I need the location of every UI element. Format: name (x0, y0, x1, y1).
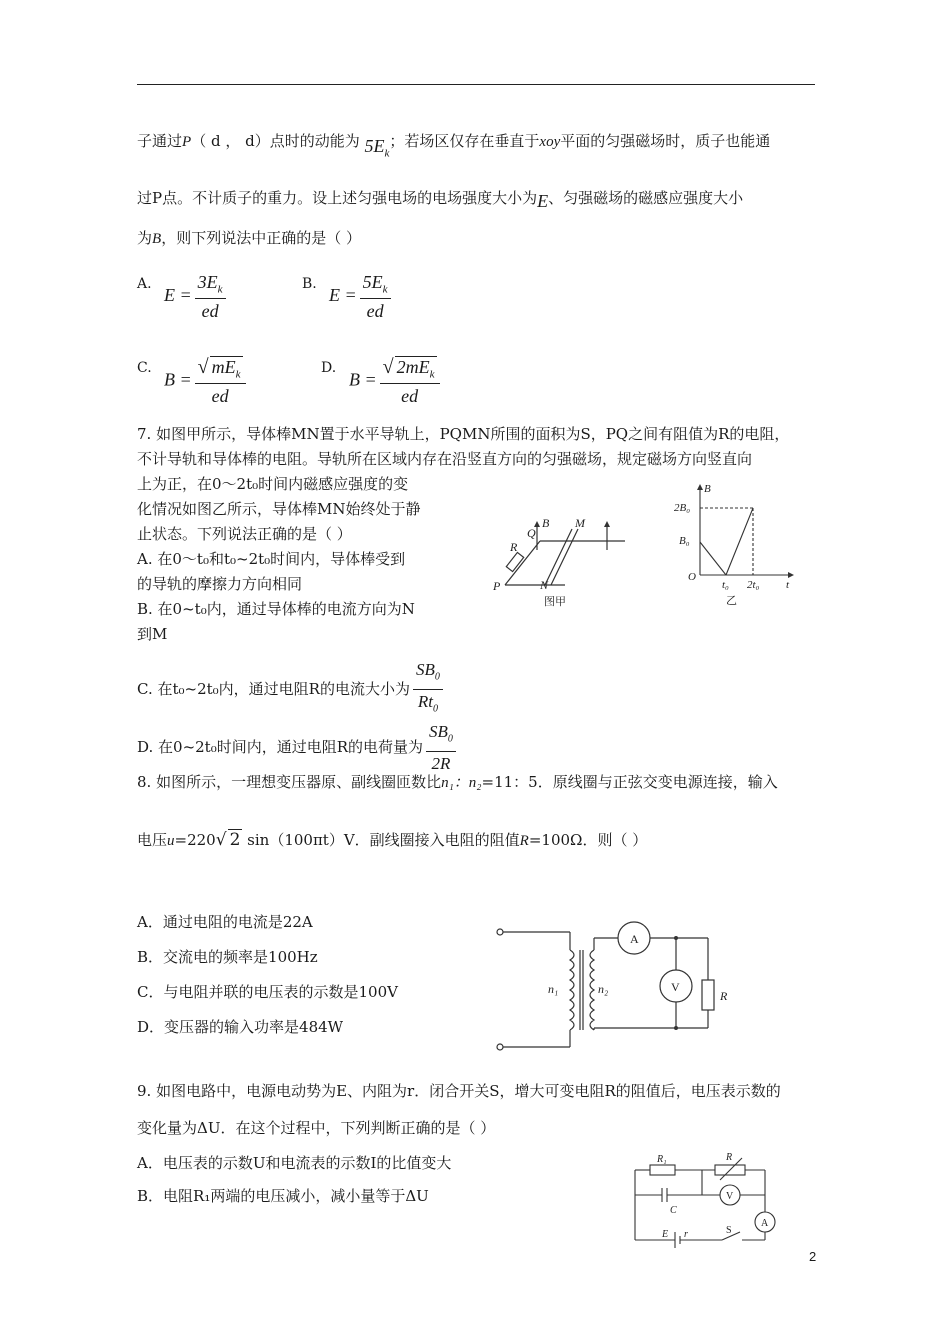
q7-figure-jia (490, 515, 630, 610)
fig-jia-label-p: P (493, 579, 501, 593)
q6-line-1: 子通过P（ d ， d）点时的动能为 $5E_k$；若场区仅存在垂直于xoy平面的匀强磁场时，质子也能通 (137, 132, 771, 160)
q9-ammeter-label: A (761, 1218, 769, 1229)
q6-line-2: 过P点。不计质子的重力。设上述匀强电场的电场强度大小为E、匀强磁场的磁感应强度大小 (137, 189, 744, 211)
fig-jia-caption: 图甲 (544, 595, 566, 608)
q6-option-a-label: A. (137, 276, 152, 292)
fig-yi-label-b0: B₀ (679, 535, 690, 547)
q9-switch-label: S (726, 1225, 732, 1236)
n1-label: n₁ (548, 982, 559, 996)
page-number: 2 (809, 1249, 817, 1264)
q8-option-a: A．通过电阻的电流是22A (137, 913, 313, 931)
q7-option-b-1: B. 在0~t₀内，通过导体棒的电流方向为N (137, 600, 415, 618)
q6-option-b-formula: E = $\frac{5E_k}{ed}$ (329, 272, 394, 322)
voltmeter-label: V (671, 980, 680, 994)
q6-option-d-formula: B = $\frac{√ 2mE_k}{ed}$ (349, 356, 443, 407)
q7-option-a-1: A. 在0～t₀和t₀~2t₀时间内，导体棒受到 (137, 550, 406, 568)
fig-yi-origin: O (688, 571, 696, 583)
q9-r-label: R (726, 1152, 733, 1163)
q7-option-b-2: 到M (137, 625, 168, 643)
q7-line-1: 7. 如图甲所示，导体棒MN置于水平导轨上，PQMN所围的面积为S，PQ之间有阻值为R的电阻， (137, 425, 790, 443)
q9-voltmeter-label: V (726, 1191, 734, 1202)
q7-line-3: 上为正，在0～2t₀时间内磁感应强度的变 (137, 475, 409, 493)
q6-option-a-formula: E = $\frac{3E_k}{ed}$ (164, 272, 229, 322)
q7-option-c: C. 在t₀~2t₀内，通过电阻R的电流大小为 $\frac{SB_0}{Rt_0}$ (137, 660, 446, 720)
q7-option-d: D. 在0~2t₀时间内，通过电阻R的电荷量为 $\frac{SB_0}{2R}$ (137, 722, 459, 774)
q6-option-c-label: C. (137, 360, 152, 376)
q8-option-d: D．变压器的输入功率是484W (137, 1018, 344, 1036)
q8-transformer-circuit (490, 920, 730, 1060)
fig-yi-label-2t0: 2t₀ (747, 579, 760, 591)
fig-jia-label-b: B (542, 516, 550, 530)
q7-line-2: 不计导轨和导体棒的电阻。导轨所在区域内存在沿竖直方向的匀强磁场，规定磁场方向竖直向 (137, 450, 753, 468)
q6-option-b-label: B. (302, 276, 317, 292)
fig-yi-label-2b0: 2B₀ (674, 502, 691, 514)
q8-option-b: B．交流电的频率是100Hz (137, 948, 318, 966)
q7-line-5: 止状态。下列说法正确的是（ ） (137, 525, 352, 543)
q9-r-internal-label: r (684, 1229, 688, 1240)
q8-line-1: 8. 如图所示，一理想变压器原、副线圈匝数比n₁：n₂=11：5．原线圈与正弦交变电源连接，输入 (137, 773, 778, 791)
q9-circuit (630, 1150, 780, 1250)
q7-line-4: 化情况如图乙所示，导体棒MN始终处于静 (137, 500, 421, 518)
q7-figure-yi (670, 480, 800, 610)
n2-label: n₂ (598, 982, 609, 996)
resistor-label: R (720, 989, 728, 1003)
header-rule (137, 84, 815, 85)
q9-line-2: 变化量为ΔU．在这个过程中，下列判断正确的是（ ） (137, 1119, 496, 1137)
ammeter-label: A (630, 932, 639, 946)
fig-yi-label-t: t (786, 579, 790, 591)
q9-line-1: 9. 如图电路中，电源电动势为E、内阻为r．闭合开关S，增大可变电阻R的阻值后，电压表示数的 (137, 1082, 781, 1100)
fig-jia-label-q: Q (527, 526, 536, 540)
q6-option-d-label: D. (321, 360, 337, 376)
q8-line-2: 电压u=220√ 2 sin（100πt）V．副线圈接入电阻的阻值R=100Ω．则（ ） (137, 830, 648, 850)
fig-jia-label-n: N (540, 578, 549, 592)
q8-option-c: C．与电阻并联的电压表的示数是100V (137, 983, 398, 1001)
q9-c-label: C (670, 1205, 677, 1216)
q6-line-3: 为B，则下列说法中正确的是（ ） (137, 229, 361, 247)
q9-option-a: A．电压表的示数U和电流表的示数I的比值变大 (137, 1154, 452, 1172)
q6-option-c-formula: B = $\frac{√ mE_k}{ed}$ (164, 356, 249, 407)
fig-jia-label-r: R (510, 540, 518, 554)
q7-option-a-2: 的导轨的摩擦力方向相同 (137, 575, 303, 593)
fig-yi-caption: 乙 (726, 594, 737, 607)
fig-jia-label-m: M (575, 516, 585, 530)
fig-yi-label-b: B (704, 483, 711, 495)
fig-yi-label-t0: t₀ (722, 579, 729, 591)
q9-r1-label: R₁ (657, 1154, 667, 1165)
q9-e-label: E (662, 1229, 669, 1240)
q9-option-b: B．电阻R₁两端的电压减小，减小量等于ΔU (137, 1187, 429, 1205)
